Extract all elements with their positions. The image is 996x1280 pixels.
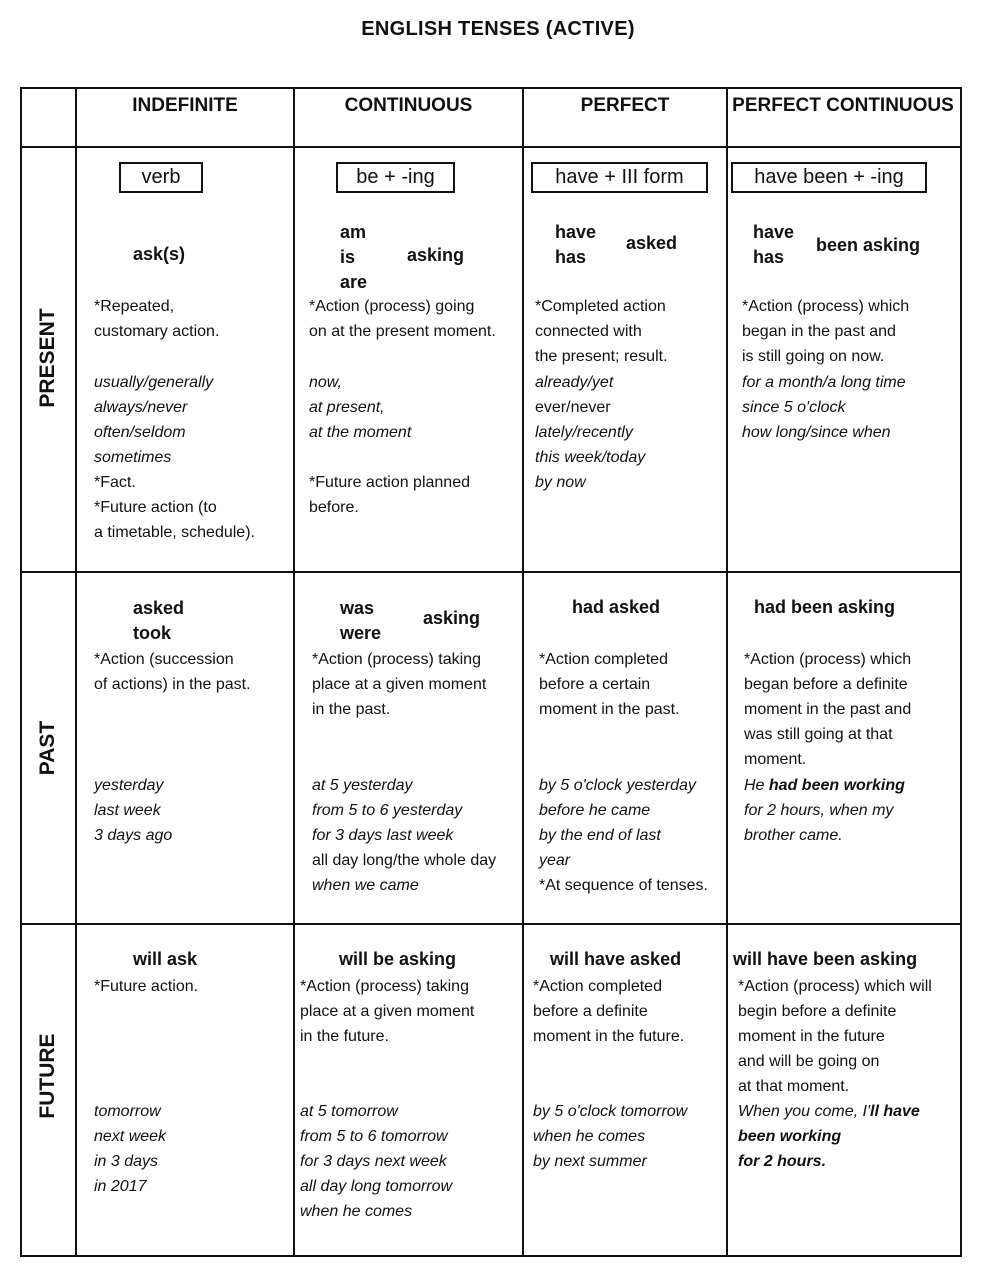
past-indefinite-forms: asked took: [133, 598, 185, 643]
future-perfect-continuous-desc: *Action (process) which will begin before a definite moment in the future and will be going on at that moment.: [738, 978, 932, 1095]
future-continuous-desc: *Action (process) taking place at a given moment in the future.: [300, 978, 475, 1045]
header-continuous: CONTINUOUS: [344, 95, 473, 116]
divider: [522, 89, 524, 1255]
present-perfect-continuous-aux: have has: [753, 222, 795, 267]
divider: [75, 89, 77, 1255]
divider: [726, 89, 728, 1255]
formula-perfect-continuous: have been + -ing: [731, 162, 927, 193]
past-perfect-form: had asked: [572, 597, 661, 617]
future-indefinite-markers: tomorrow next week in 3 days in 2017: [94, 1103, 167, 1195]
future-perfect-continuous-form: will have been asking: [733, 949, 918, 969]
future-perfect-form: will have asked: [550, 949, 682, 969]
past-indefinite-desc: *Action (succession of actions) in the past.: [94, 651, 251, 693]
present-perfect-aux: have has: [555, 222, 597, 267]
header-perfect: PERFECT: [580, 95, 670, 116]
present-continuous-verb: asking: [407, 245, 465, 265]
present-perfect-verb: asked: [626, 233, 678, 253]
row-label-present: PRESENT: [36, 308, 59, 408]
divider: [22, 571, 960, 573]
present-continuous-aux: am is are: [340, 222, 368, 292]
past-perfect-continuous-desc: *Action (process) which began before a definite moment in the past and was still going at that moment.: [744, 651, 912, 768]
present-indefinite-desc: *Repeated, customary action.: [94, 298, 220, 340]
tenses-table: [20, 87, 962, 1257]
future-perfect-desc: *Action completed before a definite moment in the future.: [533, 978, 685, 1045]
future-perfect-markers: by 5 o'clock tomorrow when he comes by next summer: [533, 1103, 688, 1170]
future-indefinite-form: will ask: [133, 949, 198, 969]
divider: [22, 923, 960, 925]
present-continuous-extra: *Future action planned before.: [309, 474, 470, 516]
past-continuous-markers: at 5 yesterday from 5 to 6 yesterday for 3 days last week all day long/the whole day when we came: [312, 777, 497, 894]
past-perfect-markers: by 5 o'clock yesterday before he came by the end of last year *At sequence of tenses.: [539, 777, 708, 894]
past-perfect-desc: *Action completed before a certain moment in the past.: [539, 651, 680, 718]
present-perfect-continuous-desc: *Action (process) which began in the past and is still going on now.: [742, 298, 910, 365]
past-continuous-aux: was were: [340, 598, 382, 643]
formula-continuous: be + -ing: [336, 162, 455, 193]
formula-indefinite: verb: [119, 162, 203, 193]
divider: [293, 89, 295, 1255]
present-continuous-markers: now, at present, at the moment: [309, 374, 412, 441]
present-perfect-continuous-markers: for a month/a long time since 5 o'clock how long/since when: [742, 374, 906, 441]
row-label-future: FUTURE: [36, 1033, 59, 1119]
present-perfect-markers: already/yet ever/never lately/recently this week/today by now: [535, 374, 646, 491]
present-indefinite-form: ask(s): [133, 244, 186, 264]
header-perfect-continuous: PERFECT CONTINUOUS: [732, 95, 954, 116]
present-perfect-desc: *Completed action connected with the present; result.: [535, 298, 668, 365]
present-continuous-desc: *Action (process) going on at the present moment.: [309, 298, 496, 340]
past-perfect-continuous-form: had been asking: [754, 597, 896, 617]
present-indefinite-extra: *Fact. *Future action (to a timetable, schedule).: [94, 474, 255, 541]
present-indefinite-markers: usually/generally always/never often/seldom sometimes: [94, 374, 214, 466]
future-continuous-markers: at 5 tomorrow from 5 to 6 tomorrow for 3 days next week all day long tomorrow when he comes: [300, 1103, 453, 1220]
past-continuous-desc: *Action (process) taking place at a given moment in the past.: [312, 651, 487, 718]
header-indefinite: INDEFINITE: [132, 95, 238, 116]
past-indefinite-markers: yesterday last week 3 days ago: [94, 777, 173, 844]
future-indefinite-desc: *Future action.: [94, 978, 199, 995]
page-title: ENGLISH TENSES (ACTIVE): [361, 18, 635, 40]
past-perfect-continuous-example: He had been working for 2 hours, when my brother came.: [744, 777, 905, 844]
present-perfect-continuous-verb: been asking: [816, 235, 921, 255]
future-perfect-continuous-example: When you come, I'll have been working for 2 hours.: [738, 1103, 920, 1170]
formula-perfect: have + III form: [531, 162, 708, 193]
row-label-past: PAST: [36, 720, 59, 776]
past-continuous-verb: asking: [423, 608, 481, 628]
future-continuous-form: will be asking: [339, 949, 457, 969]
divider: [22, 146, 960, 148]
